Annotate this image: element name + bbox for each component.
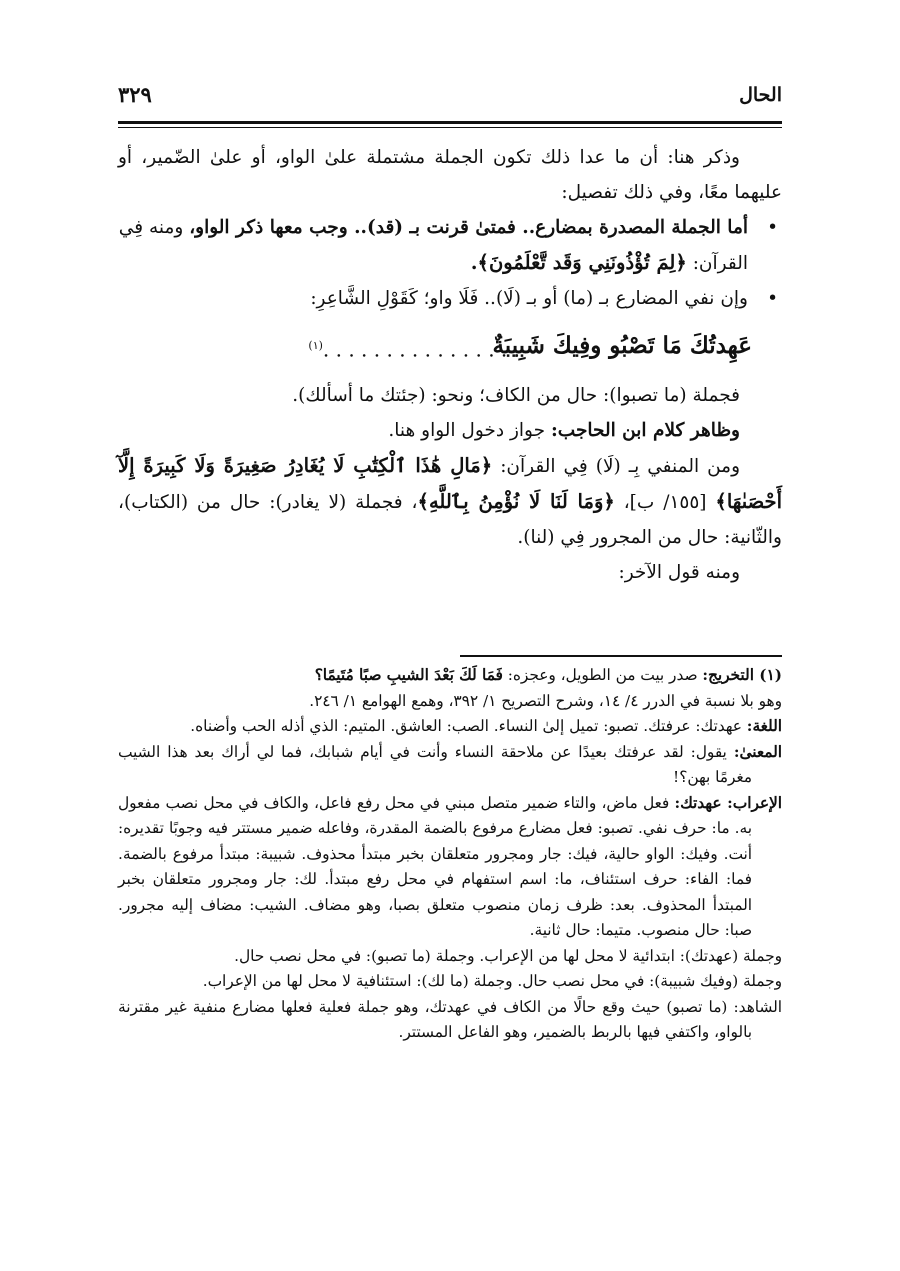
verse-dots-text: . . . . . . . . . . . . . . . . <box>322 337 520 362</box>
takhrij-text: صدر بيت من الطويل، وعجزه: <box>507 666 698 684</box>
list-item <box>118 210 782 281</box>
irab-label: الإعراب: عهدتك: <box>674 793 782 812</box>
footnote-shahid: الشاهد: (ما تصبو) حيث وقع حالًا من الكاف في عهدتك، وهو جملة فعلية فعلها مضارع منفية غير مقترنة بالواو، واكتفي فيها بالربط بالضمير، وهو الفاعل المستتر. <box>118 997 782 1041</box>
footnote-irab <box>118 791 782 944</box>
bullet1-text: ومنه فِي القرآن: <box>118 217 748 274</box>
header-rule-thick <box>118 121 782 124</box>
irab-text: فعل ماض، والتاء ضمير متصل مبني في محل رفع فاعل، والكاف في محل نصب مفعول به. ما: حرف نفي. تصبو: فعل مضارع مرفوع بالضمة المقدرة، وفاعله ضمير مستتر فيه وجوبًا تقديره: أنت. وفيك: الواو حالية، فيك: جار ومجرور متعلقان بخبر مبتدأ محذوف. شبيبة: مبتدأ مرفوع بالضمة. فما: الفاء: حرف استئناف، ما: اسم استفهام في محل رفع مبتدأ. لك: جار ومجرور متعلقان بخبر المبتدأ المحذوف. بعد: ظرف زمان منصوب متعلق بصبا، وهو مضاف. الشيب: مضاف إليه مجرور. صبا: حال منصوب. متيما: حال ثانية. <box>118 793 752 939</box>
rules-list <box>118 210 782 316</box>
list-item <box>118 281 782 316</box>
footnotes <box>118 663 782 1046</box>
zahir-text: جواز دخول الواو هنا. <box>388 420 546 441</box>
bullet2-text: وإن نفي المضارع بـ (ما) أو بـ (لَا).. فَلَا واو؛ كَقَوْلِ الشَّاعِرِ: <box>310 288 748 309</box>
jumla-paragraph: فجملة (ما تصبوا): حال من الكاف؛ ونحو: (جئتك ما أسألك). <box>292 385 740 406</box>
quran-quote: ﴿وَمَا لَنَا لَا نُؤْمِنُ بِٱللَّهِ﴾ <box>417 490 615 513</box>
manfi-text2: ، فجملة (لا يغادر): حال من (الكتاب)، والثّانية: حال من المجرور فِي (لنا). <box>118 492 782 548</box>
page-number: ٣٢٩ <box>118 82 152 107</box>
footnote-jumal1: وجملة (عهدتك): ابتدائية لا محل لها من الإعراب. وجملة (ما تصبو): في محل نصب حال. <box>234 946 782 965</box>
qawl-paragraph: ومنه قول الآخر: <box>618 562 740 583</box>
quran-quote: ﴿لِمَ تُؤْذُونَنِي وَقَد تَّعْلَمُونَ﴾. <box>470 251 687 274</box>
verse-hemistich: عَهِدتُكَ مَا تَصْبُو وفِيكَ شَبِيبَةٌ <box>492 332 752 359</box>
manfi-text1: ومن المنفي بِـ (لَا) فِي القرآن: <box>500 456 741 477</box>
bullet1-bold: أما الجملة المصدرة بمضارع.. فمتىٰ قرنت بـ (قد).. وجب معها ذكر الواو، <box>189 217 748 238</box>
verse-dots <box>308 328 520 368</box>
footnote-maana <box>118 740 782 791</box>
footnote-separator <box>460 655 782 657</box>
lugha-text: عهدتك: عرفتك. تصبو: تميل إلىٰ النساء. الصب: العاشق. المتيم: الذي أذله الحب وأضناه. <box>190 717 742 735</box>
footnote-jumal2: وجملة (وفيك شبيبة): في محل نصب حال. وجملة (ما لك): استئنافية لا محل لها من الإعراب. <box>202 972 782 990</box>
footnote-lugha <box>118 714 782 740</box>
footnote-sources: وهو بلا نسبة في الدرر ٤/ ١٤، وشرح التصريح ١/ ٣٩٢، وهمع الهوامع ١/ ٢٤٦. <box>309 691 782 710</box>
maana-label: المعنىٰ: <box>733 742 782 761</box>
main-text <box>118 140 782 590</box>
zahir-paragraph <box>118 413 782 448</box>
header-rule-thin <box>118 127 782 128</box>
zahir-bold: وظاهر كلام ابن الحاجب: <box>550 420 740 441</box>
lugha-label: اللغة: <box>746 717 782 735</box>
manuscript-ref: [١٥٥/ ب]، <box>623 492 707 513</box>
takhrij-verse: فَمَا لَكَ بَعْدَ الشيبِ صبًا مُتَيمًا؟ <box>314 666 503 684</box>
manfi-paragraph <box>118 448 782 555</box>
takhrij-label: (١) التخريج: <box>702 666 782 684</box>
intro-paragraph: وذكر هنا: أن ما عدا ذلك تكون الجملة مشتملة علىٰ الواو، أو علىٰ الضّمير، أو عليهما معًا، وفي ذلك تفصيل: <box>118 147 782 203</box>
maana-text: يقول: لقد عرفتك بعيدًا عن ملاحقة النساء وأنت في أيام شبابك، فما لي أراك بعد هذا الشيب مغرمًا بهن؟! <box>118 742 752 786</box>
poetry-verse <box>118 322 782 374</box>
footnote-takhrij <box>118 663 782 689</box>
running-header <box>118 84 782 114</box>
footnote-ref: (١) <box>308 339 323 352</box>
quran-quote: ﴿مَالِ هَٰذَا ٱلْكِتَٰبِ لَا يُغَادِرُ صَغِيرَةً وَلَا كَبِيرَةً إِلَّآ أَحْصَىٰهَا﴾ <box>118 454 783 513</box>
chapter-title: الحال <box>739 84 782 106</box>
